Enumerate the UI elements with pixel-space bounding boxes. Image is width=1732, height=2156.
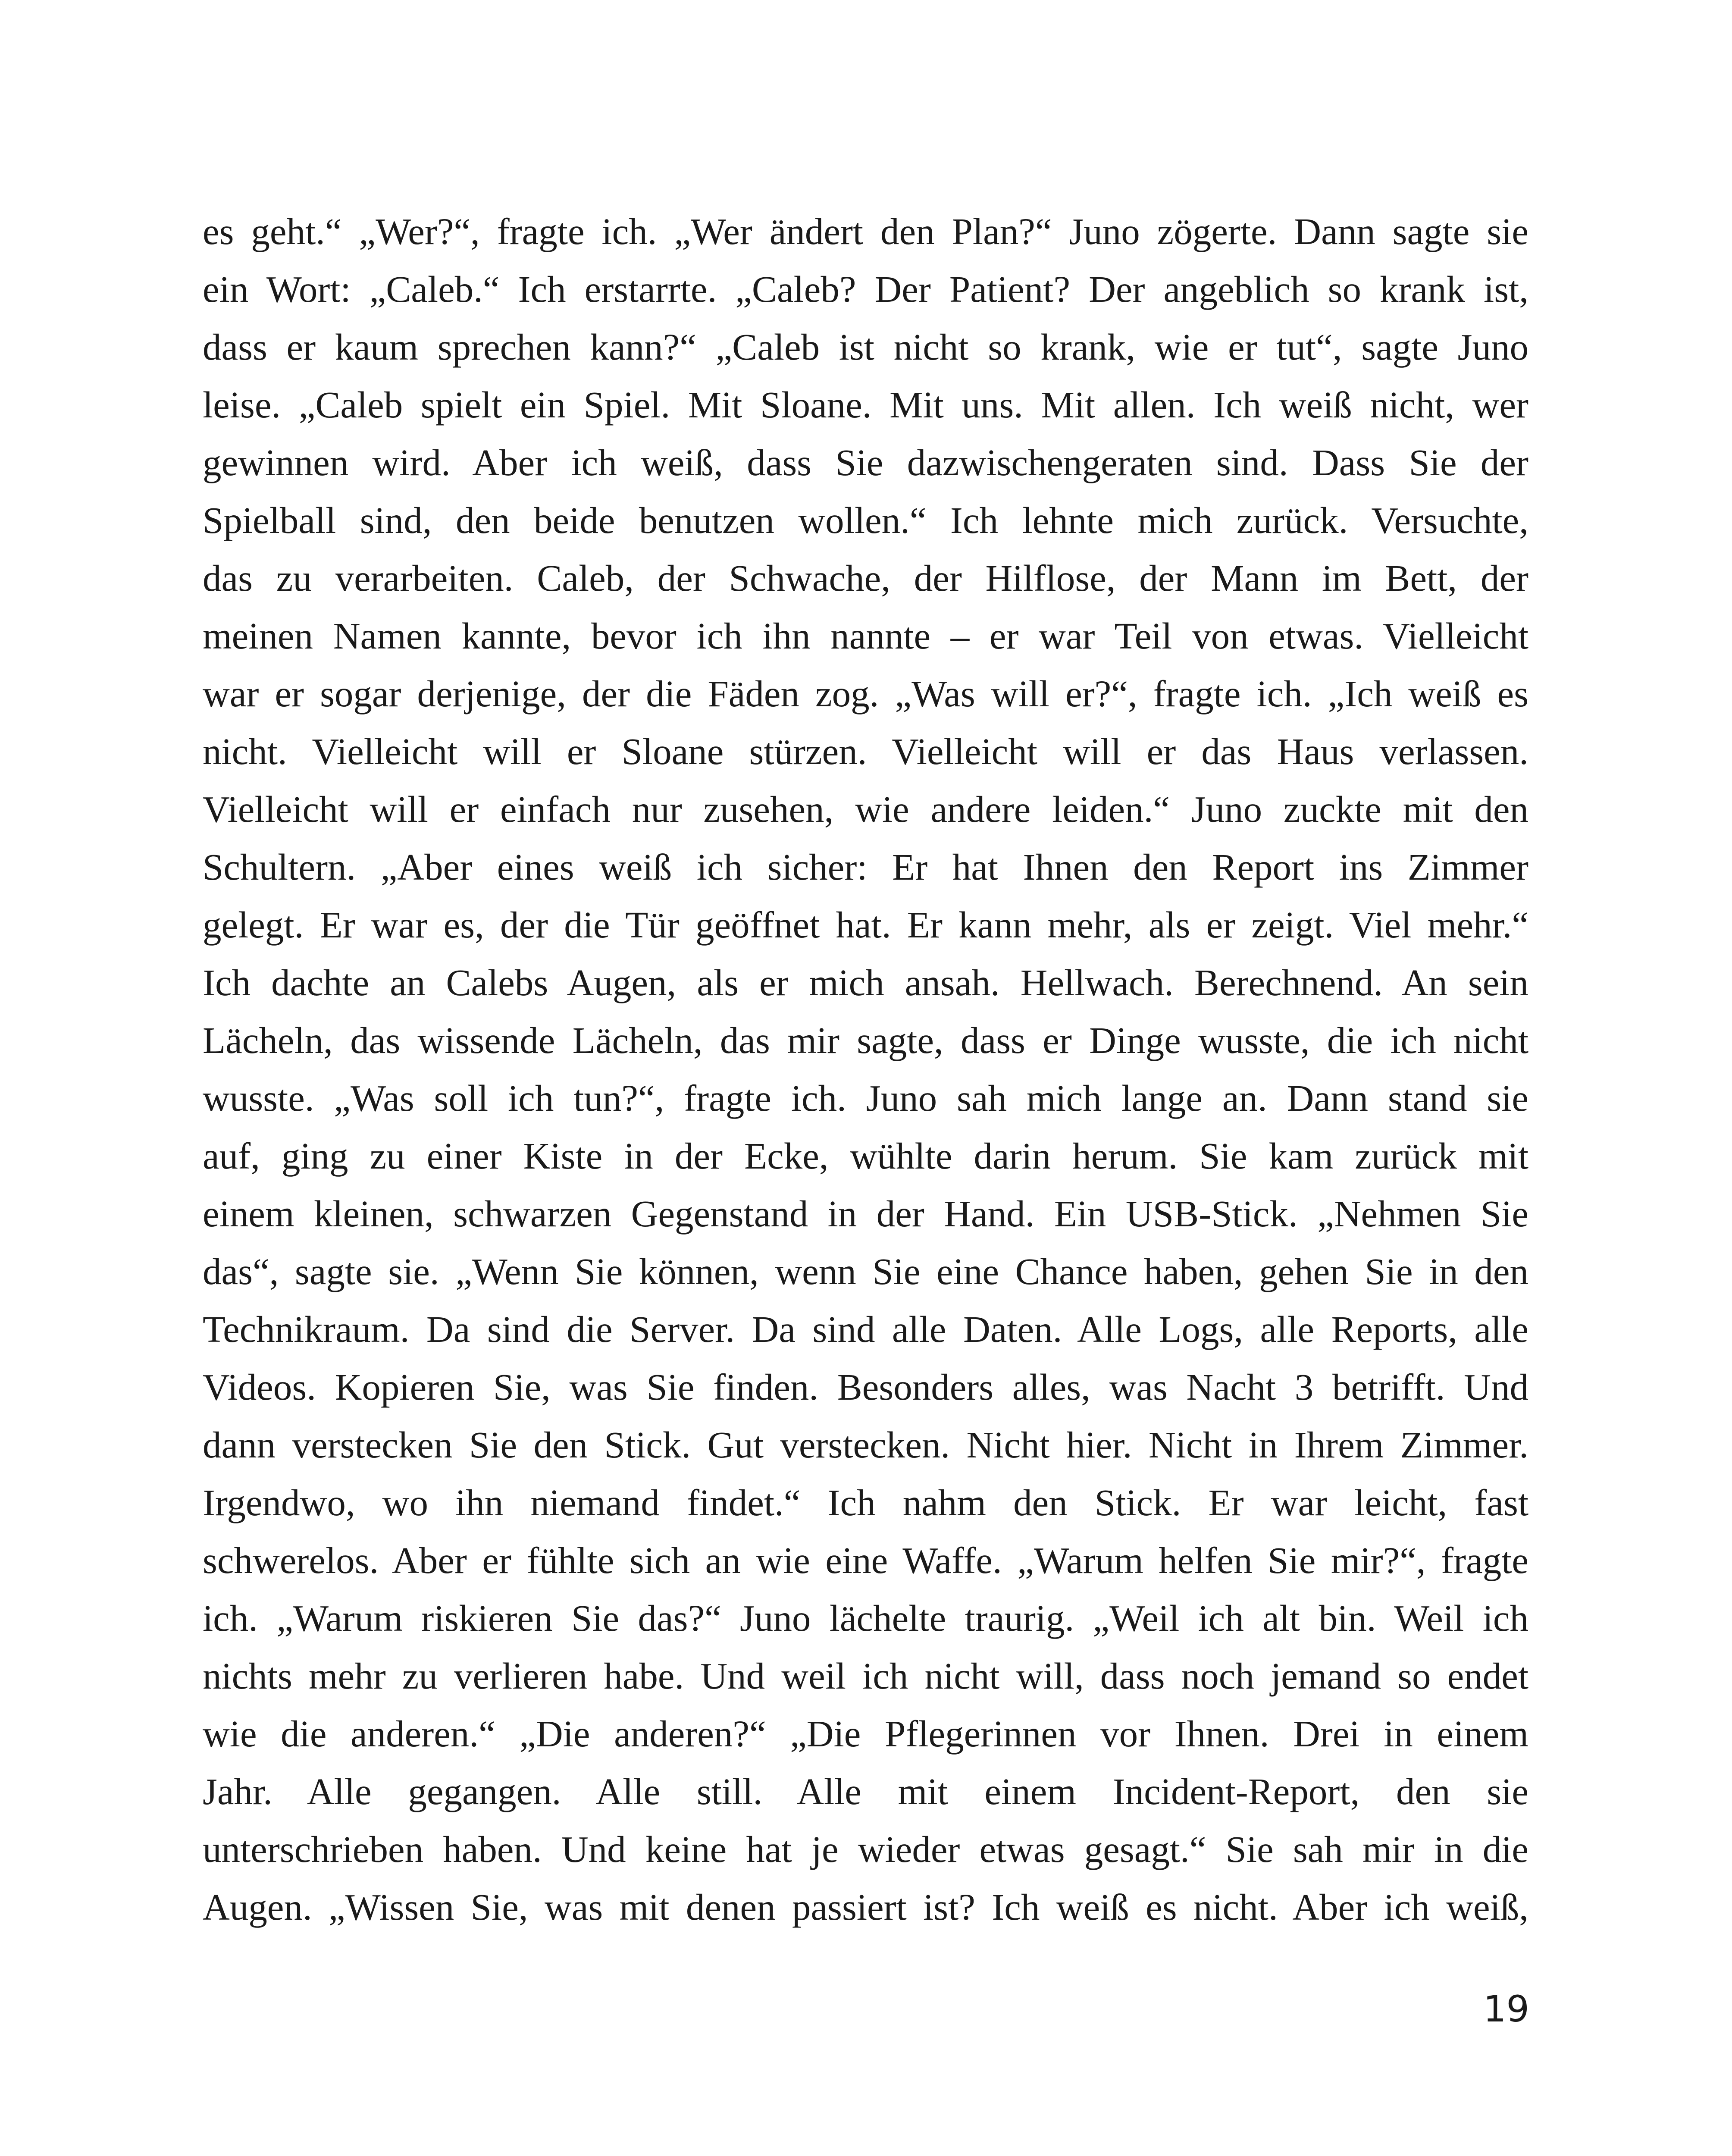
text-line: Spielball sind, den beide benutzen wollen.“ Ich lehnte mich zurück. Versuchte, [203, 499, 1528, 541]
text-line: Vielleicht will er einfach nur zusehen, wie andere leiden.“ Juno zuckte mit den [203, 788, 1528, 830]
text-line: Videos. Kopieren Sie, was Sie finden. Besonders alles, was Nacht 3 betrifft. Und [203, 1366, 1528, 1408]
text-line: Irgendwo, wo ihn niemand findet.“ Ich nahm den Stick. Er war leicht, fast [203, 1482, 1528, 1523]
text-line: Jahr. Alle gegangen. Alle still. Alle mit einem Incident-Report, den sie [203, 1771, 1528, 1812]
text-line: wie die anderen.“ „Die anderen?“ „Die Pflegerinnen vor Ihnen. Drei in einem [203, 1713, 1528, 1755]
text-line: auf, ging zu einer Kiste in der Ecke, wühlte darin herum. Sie kam zurück mit [203, 1135, 1528, 1177]
body-text [203, 203, 1528, 1936]
page-number: 19 [1483, 1988, 1529, 2030]
text-line: Ich dachte an Calebs Augen, als er mich ansah. Hellwach. Berechnend. An sein [203, 962, 1528, 1003]
text-line: nichts mehr zu verlieren habe. Und weil ich nicht will, dass noch jemand so endet [203, 1655, 1528, 1697]
text-line: gewinnen wird. Aber ich weiß, dass Sie dazwischengeraten sind. Dass Sie der [203, 442, 1528, 483]
text-line: einem kleinen, schwarzen Gegenstand in der Hand. Ein USB-Stick. „Nehmen Sie [203, 1193, 1528, 1235]
text-line: Technikraum. Da sind die Server. Da sind alle Daten. Alle Logs, alle Reports, alle [203, 1308, 1528, 1350]
text-line: dass er kaum sprechen kann?“ „Caleb ist nicht so krank, wie er tut“, sagte Juno [203, 326, 1528, 368]
text-line: wusste. „Was soll ich tun?“, fragte ich. Juno sah mich lange an. Dann stand sie [203, 1077, 1528, 1119]
text-line: dann verstecken Sie den Stick. Gut verstecken. Nicht hier. Nicht in Ihrem Zimmer. [203, 1424, 1528, 1466]
text-line: leise. „Caleb spielt ein Spiel. Mit Sloane. Mit uns. Mit allen. Ich weiß nicht, wer [203, 384, 1528, 426]
text-line: Schultern. „Aber eines weiß ich sicher: Er hat Ihnen den Report ins Zimmer [203, 846, 1528, 888]
text-line: war er sogar derjenige, der die Fäden zog. „Was will er?“, fragte ich. „Ich weiß es [203, 673, 1528, 714]
text-line: ich. „Warum riskieren Sie das?“ Juno lächelte traurig. „Weil ich alt bin. Weil ich [203, 1597, 1528, 1639]
text-line: nicht. Vielleicht will er Sloane stürzen. Vielleicht will er das Haus verlassen. [203, 730, 1528, 772]
text-line: es geht.“ „Wer?“, fragte ich. „Wer ändert den Plan?“ Juno zögerte. Dann sagte sie [203, 210, 1528, 252]
text-line: Lächeln, das wissende Lächeln, das mir sagte, dass er Dinge wusste, die ich nicht [203, 1019, 1528, 1061]
text-line: schwerelos. Aber er fühlte sich an wie eine Waffe. „Warum helfen Sie mir?“, fragte [203, 1539, 1528, 1581]
text-line: unterschrieben haben. Und keine hat je wieder etwas gesagt.“ Sie sah mir in die [203, 1828, 1528, 1870]
text-line: gelegt. Er war es, der die Tür geöffnet hat. Er kann mehr, als er zeigt. Viel mehr.“ [203, 904, 1528, 946]
text-line: meinen Namen kannte, bevor ich ihn nannte – er war Teil von etwas. Vielleicht [203, 615, 1528, 657]
text-line: das zu verarbeiten. Caleb, der Schwache, der Hilflose, der Mann im Bett, der [203, 557, 1528, 599]
text-line: das“, sagte sie. „Wenn Sie können, wenn Sie eine Chance haben, gehen Sie in den [203, 1250, 1528, 1292]
text-line: ein Wort: „Caleb.“ Ich erstarrte. „Caleb? Der Patient? Der angeblich so krank ist, [203, 268, 1528, 310]
text-line: Augen. „Wissen Sie, was mit denen passiert ist? Ich weiß es nicht. Aber ich weiß, [203, 1886, 1528, 1928]
